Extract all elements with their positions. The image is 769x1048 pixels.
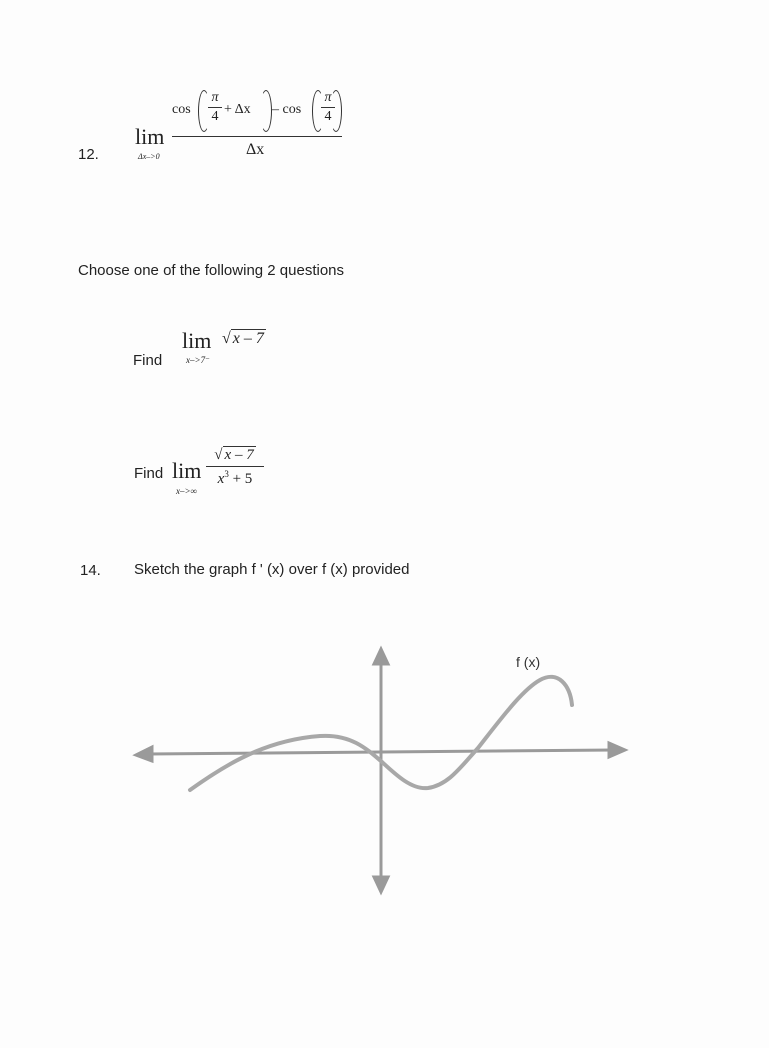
x-axis [148,750,614,754]
qb-den-rest: + 5 [228,471,253,487]
q12-plus-dx: + Δx [224,102,251,117]
qa-limit-operator: lim [182,328,212,353]
qb-limit-subscript: x–>∞ [176,486,197,496]
q12-pi-1: π [211,90,219,105]
q12-numerator [172,88,344,134]
q12-fraction-bar [172,136,342,137]
f-of-x-label: f (x) [516,654,541,670]
q12-frac-bar-1 [208,107,222,108]
q12-four-2: 4 [324,109,332,124]
qb-num-radicand: x – 7 [224,447,254,463]
qb-denominator [206,469,264,488]
qa-radicand: x – 7 [232,330,264,347]
qa-radical [222,330,266,348]
qb-find-label: Find [134,465,164,482]
q12-right-paren-2 [330,90,342,132]
q12-minus-cos: – cos [272,102,302,117]
qb-den-exponent: 3 [224,469,229,479]
qb-den-x: x [217,471,225,487]
y-axis-bottom-arrow [374,877,388,892]
question-14-text: Sketch the graph f ' (x) over f (x) provided [134,561,410,578]
x-axis-right-arrow [609,743,625,757]
y-axis-top-arrow [374,649,388,664]
qb-limit-operator: lim [172,458,202,483]
qa-find-label: Find [133,352,163,369]
q12-cos-1: cos [172,102,191,117]
f-of-x-curve [190,677,572,790]
qb-fraction-bar [206,466,264,467]
qb-fraction [206,447,264,488]
q12-denominator: Δx [246,141,265,158]
qb-sqrt-symbol: √ [214,447,223,463]
q12-four-1: 4 [211,109,219,124]
question-12-number: 12. [78,146,99,163]
q12-right-paren-1 [260,90,272,132]
q12-limit-operator: lim [135,124,165,149]
question-14-number: 14. [80,562,101,579]
q12-limit-subscript: Δx–>0 [138,152,160,161]
q12-fraction-1 [208,90,222,125]
q12-pi-2: π [324,90,332,105]
choose-instruction: Choose one of the following 2 questions [78,262,345,279]
qb-numerator [206,447,264,464]
x-axis-left-arrow [136,747,152,761]
qa-sqrt-symbol: √ [222,330,231,347]
qa-limit-subscript: x–>7⁻ [186,355,210,365]
